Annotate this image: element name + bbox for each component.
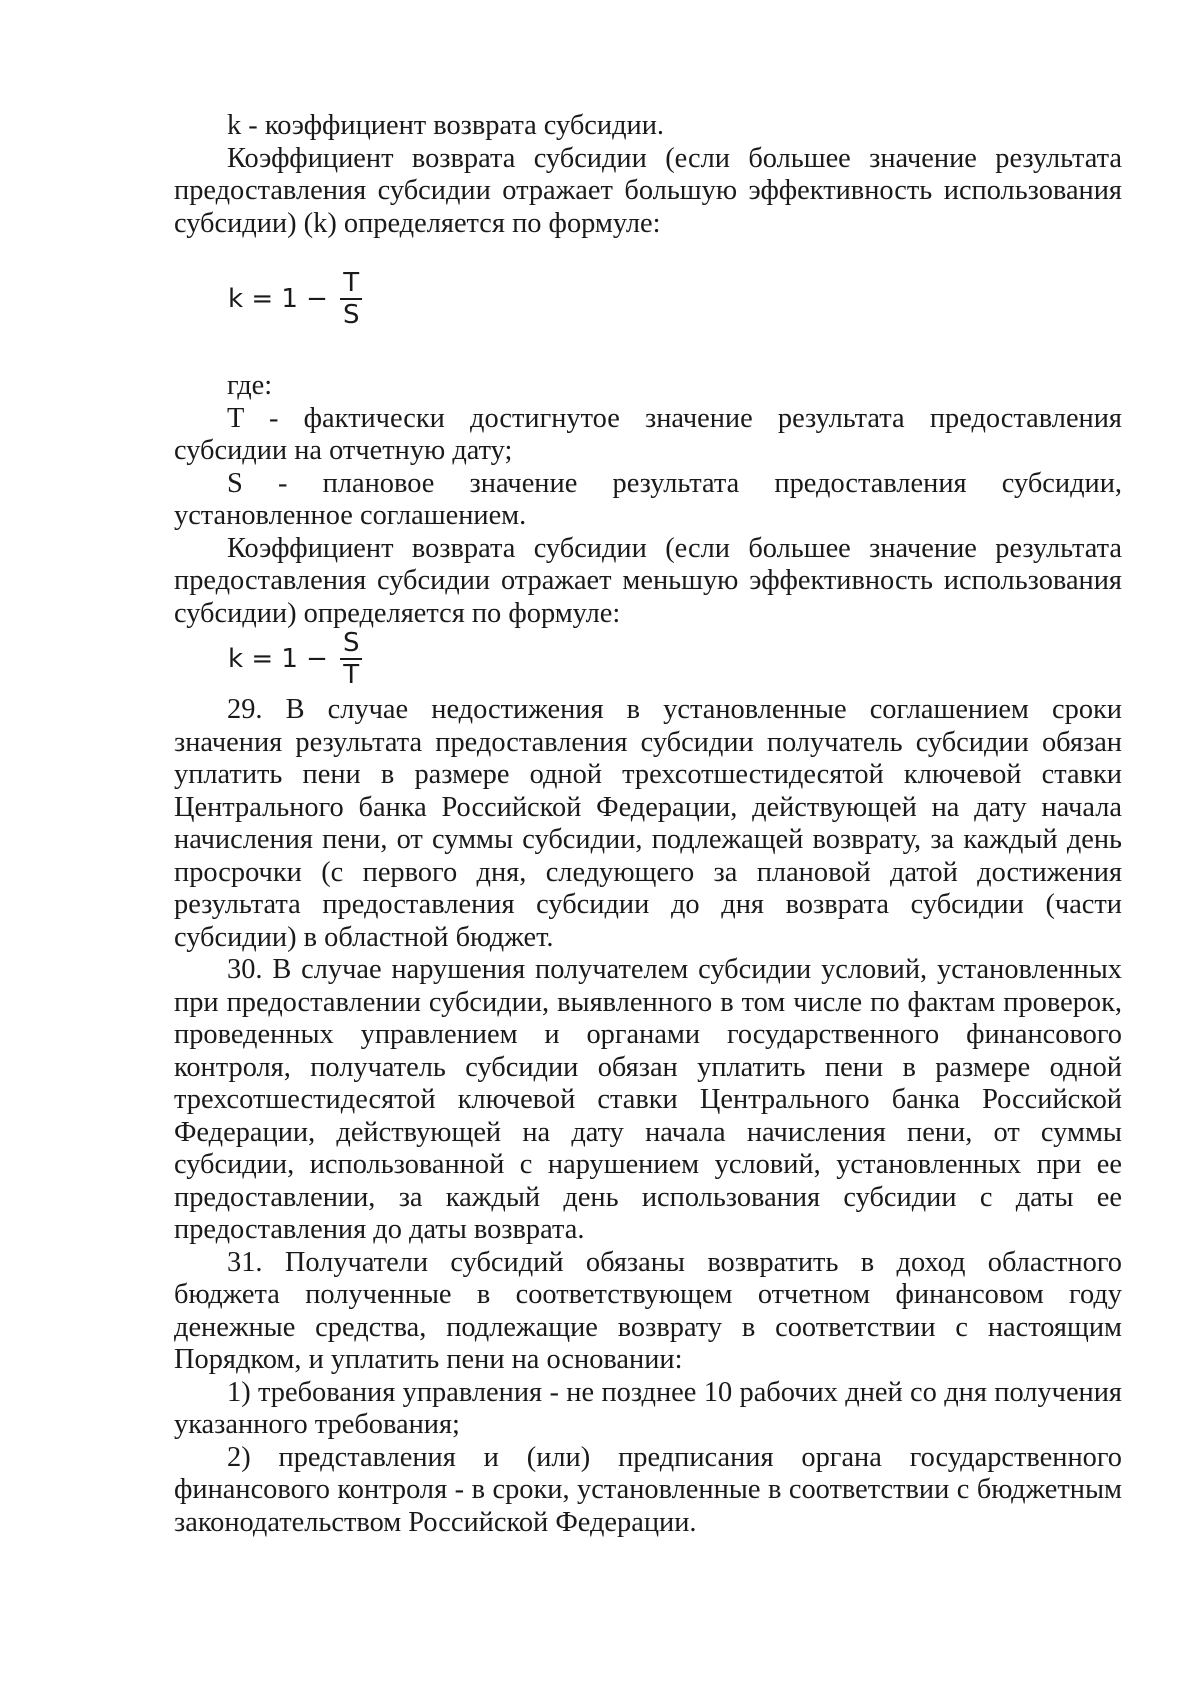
formula2-fraction (340, 628, 363, 690)
text-section-middle (174, 370, 1122, 630)
formula2-numerator: S (342, 628, 360, 658)
paragraph-item-30: 30. В случае нарушения получателем субсидии условий, установленных при предоставлении субсидии, выявленного в том числе по фактам проверок, проведенных управлением и органами государственного финансового контроля, получатель субсидии обязан уплатить пени в размере одной трехсотшестидесятой ключевой ставки Центрального банка Российской Федерации, действующей на дату начала начисления пени, от суммы субсидии, использованной с нарушением условий, установленных при ее предоставлении, за каждый день использования субсидии с даты ее предоставления до даты возврата. (174, 954, 1122, 1245)
paragraph-formula1-intro: Коэффициент возврата субсидии (если большее значение результата предоставления субсидии отражает большую эффективность использования субсидии) (k) определяется по формуле: (174, 142, 1122, 239)
formula-k-t-over-s (228, 268, 362, 330)
paragraph-subitem-1: 1) требования управления - не позднее 10 рабочих дней со дня получения указанного требования; (174, 1376, 1122, 1440)
formula2-denominator: T (343, 659, 360, 690)
paragraph-formula2-intro: Коэффициент возврата субсидии (если большее значение результата предоставления субсидии отражает меньшую эффективность использования субсидии) определяется по формуле: (174, 532, 1122, 629)
paragraph-s-definition: S - плановое значение результата предоставления субсидии, установленное соглашением. (174, 467, 1122, 531)
formula1-lhs: k = 1 − (228, 283, 328, 314)
formula1-denominator: S (342, 299, 360, 330)
formula1-fraction (340, 268, 363, 330)
paragraph-item-31: 31. Получатели субсидий обязаны возвратить в доход областного бюджета полученные в соответствующем отчетном финансовом году денежные средства, подлежащие возврату в соответствии с настоящим Порядком, и уплатить пени на основании: (174, 1246, 1122, 1375)
formula-k-s-over-t (228, 628, 362, 690)
paragraph-where: где: (227, 370, 273, 401)
paragraph-k-definition: k - коэффициент возврата субсидии. (227, 110, 665, 141)
formula2-lhs: k = 1 − (228, 643, 328, 674)
text-section-top (174, 110, 1122, 240)
text-section-bottom (174, 694, 1122, 1539)
formula1-numerator: T (343, 268, 360, 298)
paragraph-subitem-2: 2) представления и (или) предписания органа государственного финансового контроля - в сроки, установленные в соответствии с бюджетным законодательством Российской Федерации. (174, 1441, 1122, 1538)
paragraph-t-definition: T - фактически достигнутое значение результата предоставления субсидии на отчетную дату; (174, 402, 1122, 466)
paragraph-item-29: 29. В случае недостижения в установленные соглашением сроки значения результата предоставления субсидии получатель субсидии обязан уплатить пени в размере одной трехсотшестидесятой ключевой ставки Центрального банка Российской Федерации, действующей на дату начала начисления пени, от суммы субсидии, подлежащей возврату, за каждый день просрочки (с первого дня, следующего за плановой датой достижения результата предоставления субсидии до дня возврата субсидии (части субсидии) в областной бюджет. (174, 694, 1122, 953)
